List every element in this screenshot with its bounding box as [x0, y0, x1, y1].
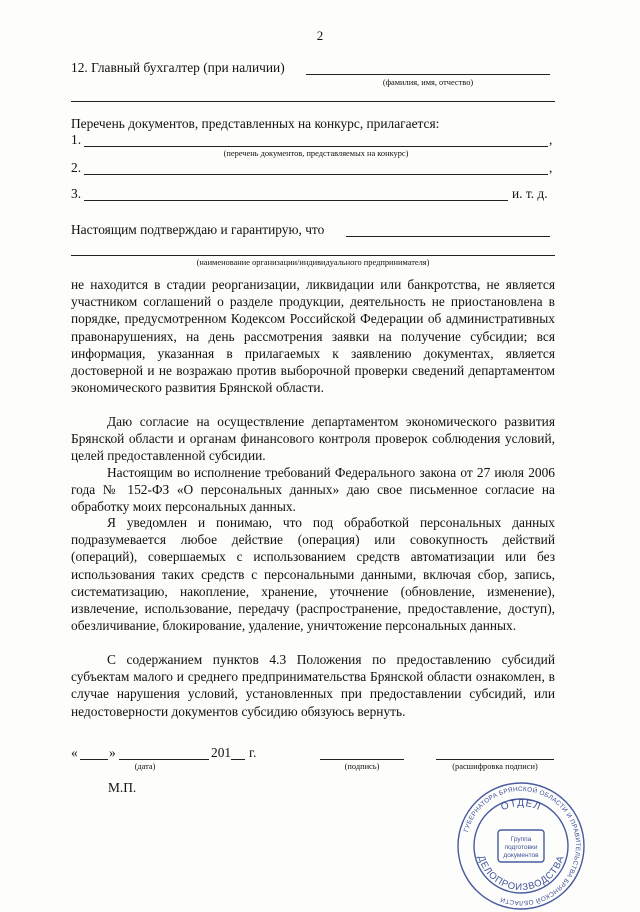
date-year-suffix: г.: [249, 745, 257, 760]
documents-etc: и. т. д.: [512, 186, 548, 201]
stamp-center-line-1: Группа: [510, 836, 532, 843]
date-year-prefix: 201: [211, 745, 232, 760]
chief-accountant-caption: (фамилия, имя, отчество): [382, 78, 474, 87]
documents-item-2-number: 2.: [71, 160, 82, 175]
documents-caption: (перечень документов, представляемых на конкурс): [223, 149, 409, 158]
documents-item-2-line: [84, 174, 548, 175]
documents-intro: Перечень документов, представленных на конкурс, прилагается:: [71, 116, 440, 131]
date-month-line: [119, 759, 209, 760]
page-number: 2: [316, 28, 324, 43]
signature-caption: (подпись): [344, 762, 380, 771]
documents-item-3-line: [84, 200, 508, 201]
chief-accountant-line-2: [71, 101, 555, 102]
date-year-line: [231, 759, 245, 760]
paragraph-personal-data-consent: Настоящим во исполнение требований Федерального закона от 27 июля 2006 года № 152-ФЗ «О персональных данных» даю свое письменное согласие на обработку моих персональных данных.: [71, 465, 555, 515]
date-quote-close: »: [109, 745, 116, 760]
paragraph-status: не находится в стадии реорганизации, ликвидации или банкротства, не является участником соглашений о разделе продукции, деятельность не приостановлена в порядке, предусмотренном Кодексом Российской Федерации об административных правонарушениях, на день рассмотрения заявки на получение субсидии; вся информация, указанная в прилагаемых к заявлению документах, является достоверной и не возражаю против выборочной проверки сведений департаментом экономического развития Брянской области.: [71, 277, 555, 396]
documents-item-3-number: 3.: [71, 186, 82, 201]
confirm-caption: (наименование организации/индивидуального предпринимателя): [196, 258, 430, 267]
documents-item-1-line: [84, 146, 548, 147]
chief-accountant-label: 12. Главный бухгалтер (при наличии): [71, 60, 285, 75]
documents-item-2-comma: ,: [549, 160, 553, 175]
signature-decode-line: [436, 759, 554, 760]
paragraph-processing-notice: Я уведомлен и понимаю, что под обработкой персональных данных подразумевается любое действие (операция) или совокупность действий (операций), совершаемых с использованием средств автоматизации или без использования таких средств с персональными данными, включая сбор, запись, систематизацию, накопление, хранение, уточнение (обновление, изменение), извлечение, использование, передачу (распространение, предоставление, доступ), обезличивание, блокирование, удаление, уничтожение персональных данных.: [71, 515, 555, 634]
signature-decode-caption: (расшифровка подписи): [452, 762, 538, 771]
confirm-label: Настоящим подтверждаю и гарантирую, что: [71, 222, 325, 237]
documents-item-1-number: 1.: [71, 132, 82, 147]
seal-place-label: М.П.: [108, 780, 137, 795]
paragraph-regulation-acknowledgement: С содержанием пунктов 4.3 Положения по предоставлению субсидий субъектам малого и среднего предпринимательства Брянской области ознакомлен, в случае нарушения условий, установленных при предоставлении субсидий, или недостоверности документов субсидию обязуюсь вернуть.: [71, 652, 555, 719]
documents-item-1-comma: ,: [549, 132, 553, 147]
stamp-dept-top: ОТДЕЛ: [499, 797, 543, 814]
paragraph-consent-control: Даю согласие на осуществление департаментом экономического развития Брянской области и органам финансового контроля проверок соблюдения условий, целей предоставленной субсидии.: [71, 414, 555, 464]
chief-accountant-line: [306, 74, 550, 75]
stamp-center-line-2: подготовки: [504, 844, 538, 851]
stamp-ring-text: ГУБЕРНАТОРА БРЯНСКОЙ ОБЛАСТИ И ПРАВИТЕЛЬСТВА БРЯНСКОЙ ОБЛАСТИ: [462, 785, 582, 907]
stamp-dept-bottom: ДЕЛОПРОИЗВОДСТВА: [475, 854, 567, 894]
date-caption: (дата): [134, 762, 156, 771]
stamp-center-line-3: документов: [503, 852, 539, 859]
date-day-line: [80, 759, 108, 760]
office-stamp: [455, 780, 587, 912]
signature-line: [320, 759, 404, 760]
date-quote-open: «: [71, 745, 78, 760]
confirm-line-2: [71, 255, 555, 256]
confirm-line-1: [346, 236, 550, 237]
